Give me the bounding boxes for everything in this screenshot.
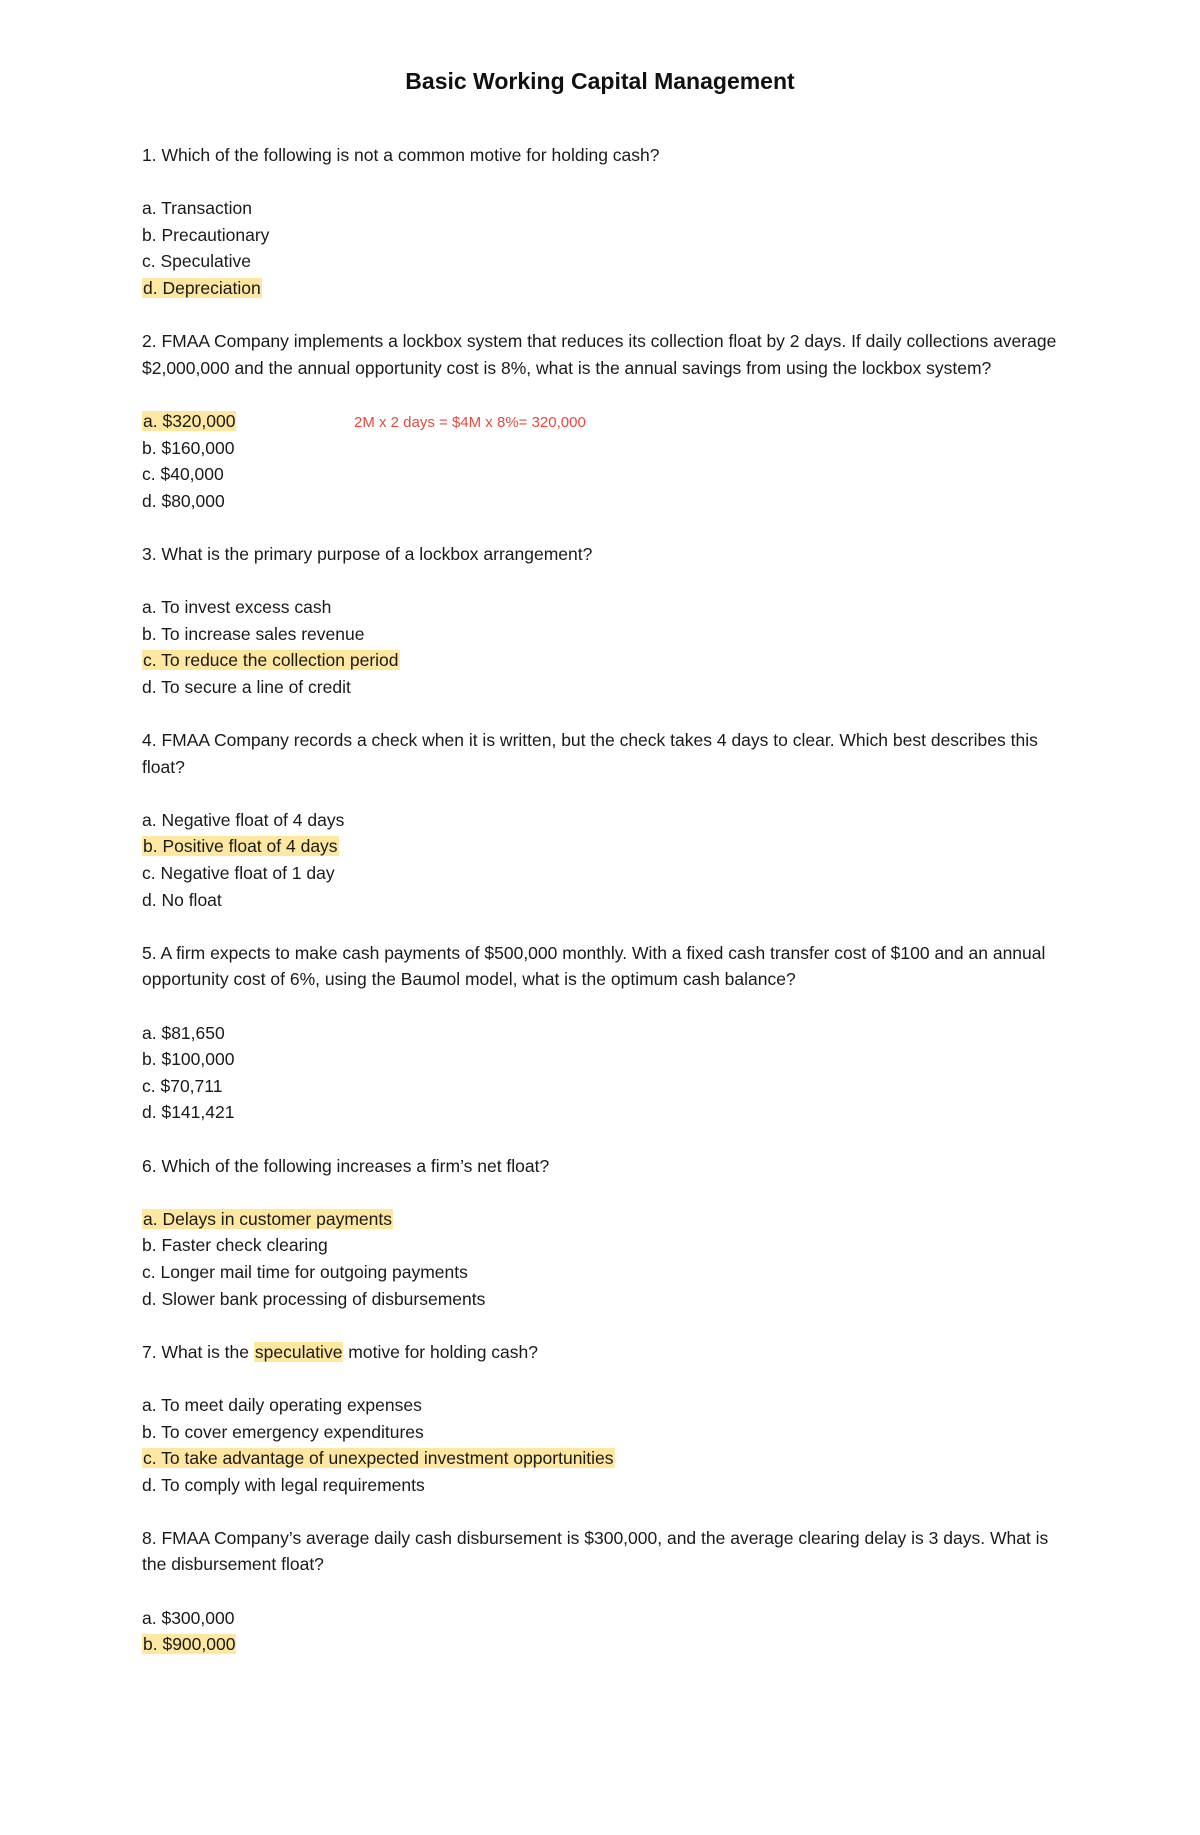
answer-option-text: d. Depreciation: [143, 277, 261, 298]
question-text-part: FMAA Company records a check when it is written, but the check takes 4 days to clear. Which best describes this float?: [142, 730, 1038, 777]
answer-option-text: a. $300,000: [142, 1607, 235, 1628]
answer-option: [142, 887, 1062, 914]
answer-option-text: d. $141,421: [142, 1102, 235, 1123]
question-text-part: Which of the following is not a common motive for holding cash?: [161, 145, 660, 165]
answer-option-text: b. Faster check clearing: [142, 1235, 328, 1256]
answer-option-text: d. $80,000: [142, 490, 225, 511]
answer-option: [142, 488, 1062, 515]
answer-option-text: d. To comply with legal requirements: [142, 1474, 425, 1495]
question-number: 6.: [142, 1155, 162, 1176]
answer-option: [142, 1286, 1062, 1313]
answer-option: [142, 1259, 1062, 1286]
question-number: 1.: [142, 145, 162, 165]
answer-option: [142, 1631, 1062, 1658]
answer-option-text: a. To meet daily operating expenses: [142, 1394, 422, 1415]
answer-option: [142, 1232, 1062, 1259]
handwritten-calculation-note: 2M x 2 days = $4M x 8%= 320,000: [354, 413, 586, 431]
answer-option: [142, 461, 1062, 488]
answer-option: [142, 248, 1062, 275]
question-text-part: A firm expects to make cash payments of $500,000 monthly. With a fixed cash transfer cost of $100 and an annual opportunity cost of 6%, using the Baumol model, what is the optimum cash balance?: [142, 942, 1046, 990]
answer-option-text: d. Slower bank processing of disbursements: [142, 1288, 486, 1309]
answer-option-text: b. $100,000: [142, 1049, 235, 1070]
answer-option: [142, 275, 1062, 302]
answer-option-text: b. $160,000: [142, 437, 235, 458]
answer-option: [142, 1419, 1062, 1446]
answer-option: [142, 594, 1062, 621]
question-number: 2.: [142, 331, 162, 352]
answer-option-text: a. $81,650: [142, 1022, 225, 1043]
answer-option: [142, 1206, 1062, 1233]
answer-option: [142, 195, 1062, 222]
answer-option: [142, 1073, 1062, 1100]
answer-option-text: a. $320,000: [143, 410, 236, 431]
answer-option-text: a. Transaction: [142, 198, 252, 219]
answer-option: [142, 1605, 1062, 1632]
question-text-part: motive for holding cash?: [343, 1341, 538, 1362]
answer-option: [142, 674, 1062, 701]
answer-option: [142, 1445, 1062, 1472]
answer-option-text: b. $900,000: [143, 1634, 236, 1655]
question-text: [142, 328, 1062, 381]
answer-option: [142, 647, 1062, 674]
answer-option-text: c. To reduce the collection period: [143, 650, 399, 671]
answer-option: [142, 435, 1062, 462]
question-text: [142, 541, 1062, 568]
answer-option: [142, 807, 1062, 834]
answer-option-text: d. No float: [142, 889, 222, 910]
question-number: 3.: [142, 543, 162, 564]
question-block: [142, 1339, 1062, 1499]
answer-option: [142, 408, 1062, 435]
answer-option: [142, 833, 1062, 860]
question-text: [142, 1153, 1062, 1180]
question-number: 8.: [142, 1527, 162, 1548]
answer-option: [142, 1472, 1062, 1499]
answer-option: [142, 621, 1062, 648]
answer-option-text: b. To cover emergency expenditures: [142, 1421, 424, 1442]
question-text-part: What is the: [161, 1341, 254, 1362]
answer-option-text: b. Positive float of 4 days: [143, 836, 338, 857]
answer-option: [142, 1392, 1062, 1419]
question-block: [142, 727, 1062, 913]
question-text: [142, 1339, 1062, 1366]
answer-option-text: c. $40,000: [142, 464, 224, 485]
answer-option-text: a. Negative float of 4 days: [142, 809, 345, 830]
answer-option: [142, 222, 1062, 249]
answer-option: [142, 1099, 1062, 1126]
question-block: [142, 541, 1062, 701]
question-number: 5.: [142, 942, 161, 963]
question-block: [142, 940, 1062, 1126]
answer-option-text: a. Delays in customer payments: [143, 1208, 392, 1229]
question-list: [142, 142, 1062, 1684]
question-block: [142, 1153, 1062, 1313]
question-text-part: FMAA Company implements a lockbox system that reduces its collection float by 2 days. If daily collections average $2,000,000 and the annual opportunity cost is 8%, what is the annual savings from using the lockbox system?: [142, 331, 1057, 378]
question-text: [142, 940, 1062, 993]
question-text-part: Which of the following increases a firm’s net float?: [161, 1155, 550, 1176]
answer-option-text: a. To invest excess cash: [142, 597, 332, 618]
question-block: [142, 142, 1062, 302]
answer-option-text: d. To secure a line of credit: [142, 676, 351, 697]
question-block: [142, 328, 1062, 514]
question-number: 7.: [142, 1341, 162, 1362]
question-number: 4.: [142, 730, 162, 751]
question-text: [142, 1525, 1062, 1578]
question-block: [142, 1525, 1062, 1658]
answer-option: [142, 860, 1062, 887]
question-text-part: FMAA Company’s average daily cash disbursement is $300,000, and the average clearing delay is 3 days. What is the disbursement float?: [142, 1527, 1049, 1575]
answer-option: [142, 1046, 1062, 1073]
answer-option-text: c. To take advantage of unexpected investment opportunities: [143, 1448, 614, 1469]
answer-option-text: b. To increase sales revenue: [142, 623, 365, 644]
answer-option-text: c. $70,711: [142, 1075, 223, 1096]
answer-option-text: c. Speculative: [142, 251, 251, 272]
answer-option-text: b. Precautionary: [142, 224, 270, 245]
question-text: [142, 142, 1062, 169]
answer-option: [142, 1020, 1062, 1047]
answer-option-text: c. Longer mail time for outgoing payments: [142, 1261, 468, 1282]
question-text: [142, 727, 1062, 780]
document-title: Basic Working Capital Management: [405, 68, 795, 94]
question-text-part: speculative: [254, 1341, 343, 1362]
answer-option-text: c. Negative float of 1 day: [142, 863, 335, 884]
question-text-part: What is the primary purpose of a lockbox arrangement?: [161, 543, 593, 564]
